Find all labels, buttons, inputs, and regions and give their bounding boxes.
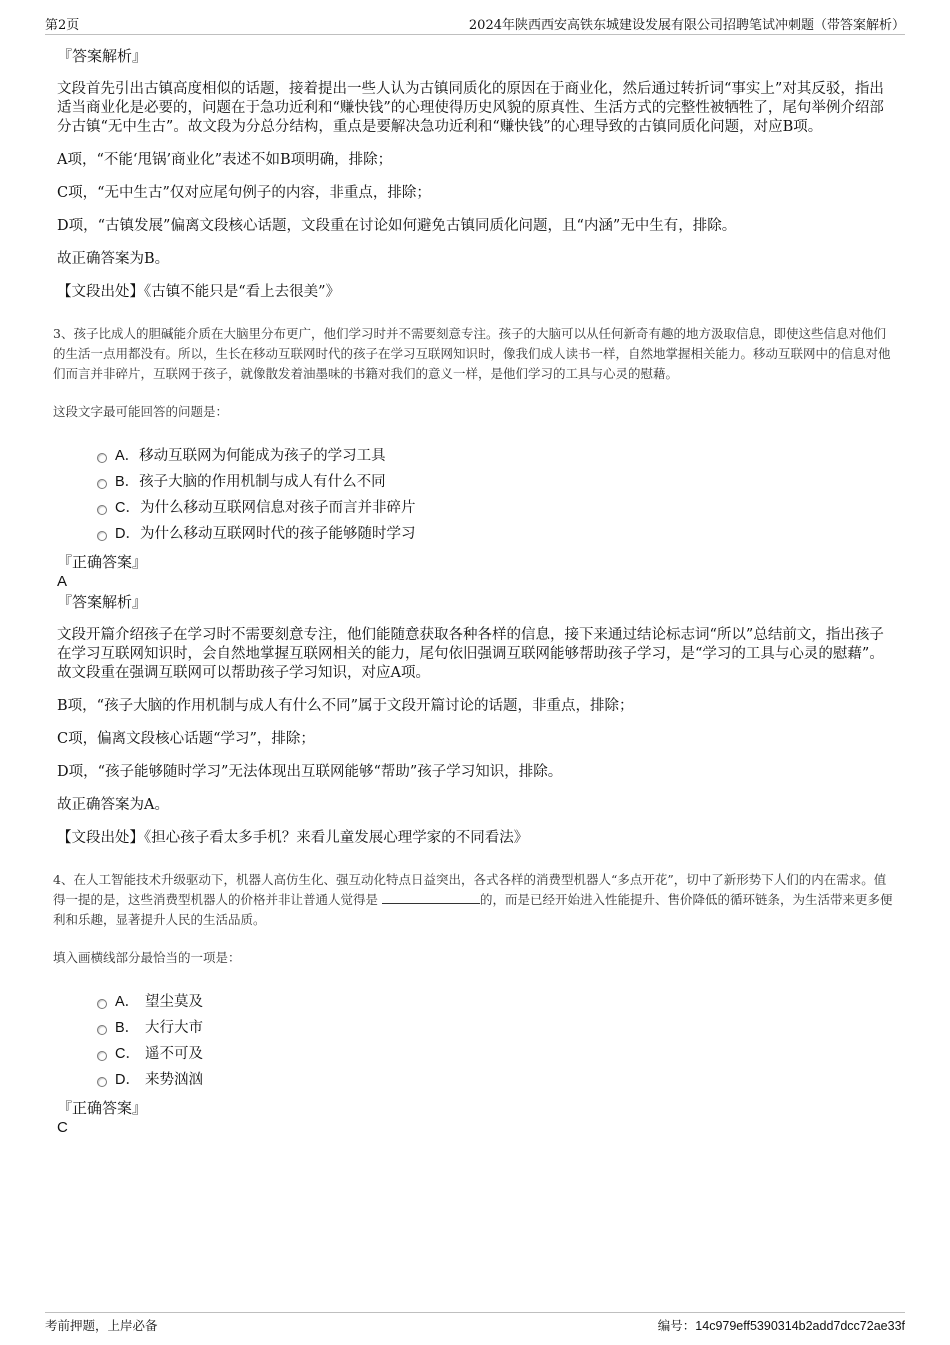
option-text: 来势汹汹 bbox=[145, 1072, 203, 1088]
analysis-paragraph: D项，“古镇发展”偏离文段核心话题，文段重在讨论如何避免古镇同质化问题，且“内涵”无中生有，排除。 bbox=[57, 218, 737, 234]
option-key: A． bbox=[115, 448, 140, 464]
footer-slogan: 考前押题，上岸必备 bbox=[45, 1318, 158, 1333]
option-a[interactable] bbox=[97, 444, 895, 470]
option-c[interactable] bbox=[97, 1042, 895, 1068]
radio-icon[interactable] bbox=[97, 479, 107, 489]
option-key: D． bbox=[115, 1072, 140, 1088]
option-key: B． bbox=[115, 1020, 140, 1036]
radio-icon[interactable] bbox=[97, 1025, 107, 1035]
source-citation: 【文段出处】《担心孩子看太多手机？来看儿童发展心理学家的不同看法》 bbox=[57, 830, 529, 846]
option-text: 遥不可及 bbox=[145, 1046, 203, 1062]
question-4-text-before: 4、在人工智能技术升级驱动下，机器人高仿生化、强互动化特点日益突出，各式各样的消费型机器人“多点开花”，切中了新形势下人们的内在需求。值得一提的是，这些消费型机器人的价格并非让普通人觉得是 bbox=[53, 872, 887, 907]
option-a[interactable] bbox=[97, 990, 895, 1016]
option-key: D． bbox=[115, 526, 140, 542]
option-c[interactable] bbox=[97, 496, 895, 522]
correct-answer-label: 『正确答案』 bbox=[57, 1099, 148, 1117]
option-b[interactable] bbox=[97, 470, 895, 496]
correct-answer: A bbox=[57, 573, 68, 590]
option-d[interactable] bbox=[97, 1068, 895, 1094]
radio-icon[interactable] bbox=[97, 1051, 107, 1061]
analysis-paragraph: A项，“不能‘甩锅’商业化”表述不如B项明确，排除； bbox=[57, 152, 393, 168]
radio-icon[interactable] bbox=[97, 505, 107, 515]
option-key: B． bbox=[115, 474, 140, 490]
question-3-options bbox=[97, 444, 895, 548]
page-header bbox=[45, 14, 905, 35]
page-number: 第2页 bbox=[45, 18, 80, 33]
question-4-options bbox=[97, 990, 895, 1094]
radio-icon[interactable] bbox=[97, 999, 107, 1009]
analysis-paragraph: C项，偏离文段核心话题“学习”，排除； bbox=[57, 731, 315, 747]
fill-blank bbox=[382, 891, 480, 904]
question-3-text: 3、孩子比成人的胆碱能介质在大脑里分布更广，他们学习时并不需要刻意专注。孩子的大脑可以从任何新奇有趣的地方汲取信息，即使这些信息对他们的生活一点用都没有。所以，生长在移动互联网时代的孩子在学习互联网知识时，像我们成人读书一样，自然地掌握相关能力。移动互联网中的信息对他们而言并非碎片，互联网于孩子，就像散发着油墨味的书籍对我们的意义一样，是他们学习的工具与心灵的慰藉。 bbox=[53, 326, 891, 381]
question-4-text bbox=[53, 870, 895, 930]
analysis-paragraph: 文段首先引出古镇高度相似的话题，接着提出一些人认为古镇同质化的原因在于商业化，然后通过转折词“事实上”对其反驳，指出适当商业化是必要的，问题在于急功近利和“赚快钱”的心理使得历史风貌的原真性、生活方式的完整性被牺牲了，尾句举例介绍部分古镇“无中生古”。故文段为分总分结构，重点是要解决急功近利和“赚快钱”的心理导致的古镇同质化问题，对应B项。 bbox=[57, 81, 884, 135]
option-key: C． bbox=[115, 1046, 140, 1062]
analysis-paragraph: C项，“无中生古”仅对应尾句例子的内容，非重点，排除； bbox=[57, 185, 431, 201]
option-text: 大行大市 bbox=[145, 1020, 203, 1036]
analysis-paragraph: D项，“孩子能够随时学习”无法体现出互联网能够“帮助”孩子学习知识，排除。 bbox=[57, 764, 563, 780]
page-content bbox=[53, 46, 895, 1138]
analysis-paragraph: B项，“孩子大脑的作用机制与成人有什么不同”属于文段开篇讨论的话题，非重点，排除； bbox=[57, 698, 634, 714]
radio-icon[interactable] bbox=[97, 1077, 107, 1087]
analysis-paragraph: 故正确答案为B。 bbox=[57, 251, 170, 267]
radio-icon[interactable] bbox=[97, 531, 107, 541]
option-text: 移动互联网为何能成为孩子的学习工具 bbox=[139, 448, 386, 464]
correct-answer-label: 『正确答案』 bbox=[57, 553, 148, 571]
analysis-label: 『答案解析』 bbox=[57, 47, 148, 65]
option-text: 为什么移动互联网时代的孩子能够随时学习 bbox=[139, 526, 416, 542]
document-id: 编号：14c979eff5390314b2add7dcc72ae33f bbox=[657, 1319, 905, 1333]
question-4-text-after: 的，而是已经开始进入性能提升、售价降低的循环链条，为生活带来更多便利和乐趣，显著提升人民的生活品质。 bbox=[53, 892, 893, 927]
option-key: C． bbox=[115, 500, 140, 516]
source-citation: 【文段出处】《古镇不能只是“看上去很美”》 bbox=[57, 284, 341, 300]
radio-icon[interactable] bbox=[97, 453, 107, 463]
option-text: 孩子大脑的作用机制与成人有什么不同 bbox=[139, 474, 386, 490]
question-4-prompt: 填入画横线部分最恰当的一项是： bbox=[53, 950, 241, 965]
option-text: 为什么移动互联网信息对孩子而言并非碎片 bbox=[139, 500, 416, 516]
analysis-paragraph: 故正确答案为A。 bbox=[57, 797, 169, 813]
correct-answer: C bbox=[57, 1119, 68, 1136]
option-d[interactable] bbox=[97, 522, 895, 548]
option-text: 望尘莫及 bbox=[145, 994, 203, 1010]
analysis-paragraph: 文段开篇介绍孩子在学习时不需要刻意专注，他们能随意获取各种各样的信息，接下来通过结论标志词“所以”总结前文，指出孩子在学习互联网知识时，会自然地掌握互联网相关的能力，尾句依旧强调互联网能够帮助孩子学习，是“学习的工具与心灵的慰藉”。故文段重在强调互联网可以帮助孩子学习知识，对应A项。 bbox=[57, 627, 884, 681]
question-3-prompt: 这段文字最可能回答的问题是： bbox=[53, 404, 229, 419]
page-footer bbox=[45, 1312, 905, 1333]
analysis-label: 『答案解析』 bbox=[57, 593, 148, 611]
document-title: 2024年陕西西安高铁东城建设发展有限公司招聘笔试冲刺题（带答案解析） bbox=[468, 18, 905, 33]
option-key: A． bbox=[115, 994, 140, 1010]
option-b[interactable] bbox=[97, 1016, 895, 1042]
